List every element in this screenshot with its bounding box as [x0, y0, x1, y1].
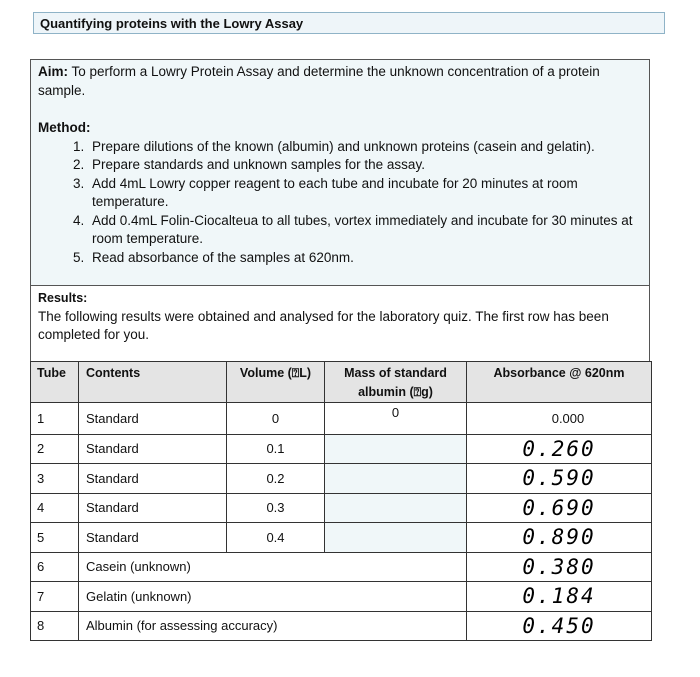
cell-volume: 0.4: [227, 523, 325, 553]
cell-tube: 6: [31, 552, 79, 582]
cell-tube: 8: [31, 611, 79, 641]
cell-absorbance-handwritten: 0.690: [467, 493, 652, 523]
table-row: [31, 523, 652, 553]
cell-absorbance: 0.000: [467, 403, 652, 435]
aim-text: To perform a Lowry Protein Assay and determine the unknown concentration of a protein sample.: [38, 64, 600, 98]
cell-contents: Standard: [79, 434, 227, 464]
document-title: Quantifying proteins with the Lowry Assay: [33, 12, 665, 34]
cell-contents: Standard: [79, 493, 227, 523]
cell-volume: 0.1: [227, 434, 325, 464]
cell-absorbance-handwritten: 0.380: [467, 552, 652, 582]
table-row: [31, 611, 652, 641]
header-contents: Contents: [79, 362, 227, 403]
table-row: [31, 403, 652, 435]
header-volume: Volume (⍰L): [227, 362, 325, 403]
aim-method-section: [30, 59, 650, 285]
cell-contents: Albumin (for assessing accuracy): [79, 611, 467, 641]
table-row: [31, 552, 652, 582]
method-step: 3. Add 4mL Lowry copper reagent to each tube and incubate for 20 minutes at room temperature.: [88, 175, 641, 212]
cell-tube: 3: [31, 464, 79, 494]
method-step: 5. Read absorbance of the samples at 620nm.: [88, 249, 641, 268]
cell-mass: [325, 493, 467, 523]
cell-absorbance-handwritten: 0.590: [467, 464, 652, 494]
cell-contents: Standard: [79, 464, 227, 494]
cell-mass: [325, 434, 467, 464]
method-step: 2. Prepare standards and unknown samples for the assay.: [88, 156, 641, 175]
table-row: [31, 493, 652, 523]
table-header-row: [31, 362, 652, 403]
cell-tube: 2: [31, 434, 79, 464]
method-step: 4. Add 0.4mL Folin-Ciocalteua to all tubes, vortex immediately and incubate for 30 minutes at room temperature.: [88, 212, 641, 249]
aim-label: Aim:: [38, 64, 68, 79]
table-row: [31, 582, 652, 612]
cell-tube: 1: [31, 403, 79, 435]
cell-absorbance-handwritten: 0.890: [467, 523, 652, 553]
aim-paragraph: [38, 63, 641, 100]
method-steps: [38, 138, 641, 268]
cell-absorbance-handwritten: 0.260: [467, 434, 652, 464]
header-mass: Mass of standard albumin (⍰g): [325, 362, 467, 403]
cell-absorbance-handwritten: 0.450: [467, 611, 652, 641]
table-row: [31, 464, 652, 494]
results-label: Results:: [38, 291, 88, 305]
cell-absorbance-handwritten: 0.184: [467, 582, 652, 612]
table-row: [31, 434, 652, 464]
method-label: Method:: [38, 120, 91, 135]
cell-contents: Casein (unknown): [79, 552, 467, 582]
header-tube: Tube: [31, 362, 79, 403]
results-table: [30, 361, 652, 641]
cell-contents: Standard: [79, 403, 227, 435]
cell-contents: Gelatin (unknown): [79, 582, 467, 612]
cell-mass: [325, 523, 467, 553]
cell-tube: 7: [31, 582, 79, 612]
cell-tube: 4: [31, 493, 79, 523]
cell-volume: 0.2: [227, 464, 325, 494]
header-absorbance: Absorbance @ 620nm: [467, 362, 652, 403]
cell-contents: Standard: [79, 523, 227, 553]
results-section: [30, 285, 650, 361]
cell-volume: 0: [227, 403, 325, 435]
cell-volume: 0.3: [227, 493, 325, 523]
results-text: The following results were obtained and analysed for the laboratory quiz. The first row has been completed for you.: [38, 308, 609, 342]
cell-mass: 0: [325, 403, 467, 435]
cell-mass: [325, 464, 467, 494]
cell-tube: 5: [31, 523, 79, 553]
method-step: 1. Prepare dilutions of the known (albumin) and unknown proteins (casein and gelatin).: [88, 138, 641, 157]
